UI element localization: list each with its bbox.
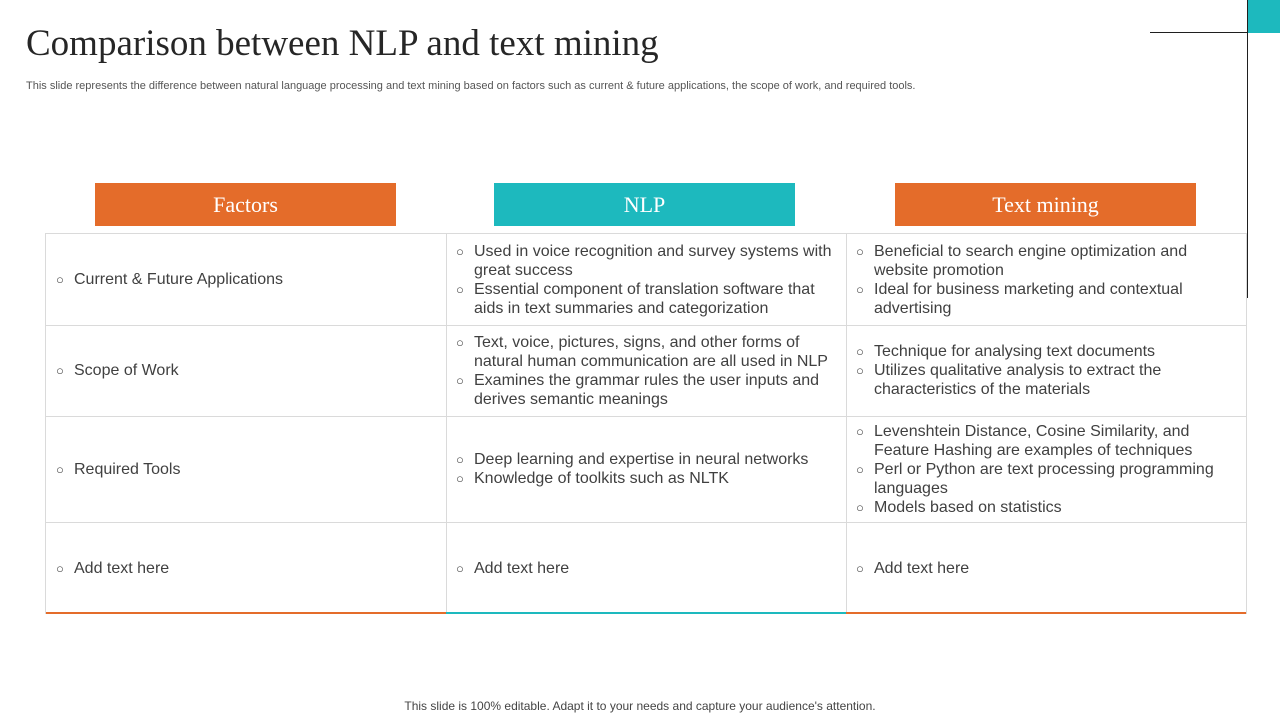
bullet-list: [56, 361, 179, 380]
list-item-text: Knowledge of toolkits such as NLTK: [474, 470, 729, 487]
bullet-list: [56, 559, 169, 578]
table-cell-nlp: [446, 234, 846, 325]
list-item: [856, 498, 1236, 517]
footer-note: This slide is 100% editable. Adapt it to your needs and capture your audience's attention.: [404, 699, 876, 713]
bullet-circle-icon: ○: [56, 272, 64, 287]
bullet-circle-icon: ○: [456, 471, 464, 486]
bullet-circle-icon: ○: [856, 423, 864, 439]
bullet-circle-icon: ○: [856, 243, 864, 259]
page-title: Comparison between NLP and text mining: [26, 23, 659, 64]
decorative-teal-block: [1248, 0, 1280, 33]
list-item: [456, 469, 808, 488]
table-cell-text-mining: [846, 325, 1246, 416]
list-item: [856, 342, 1236, 361]
list-item-text: Text, voice, pictures, signs, and other forms of natural human communication are all used in NLP: [474, 333, 828, 370]
bullet-circle-icon: ○: [856, 560, 864, 576]
bullet-circle-icon: ○: [456, 560, 464, 576]
bullet-circle-icon: ○: [456, 334, 464, 350]
list-item: [856, 361, 1236, 399]
list-item-text: Levenshtein Distance, Cosine Similarity, and Feature Hashing are examples of techniques: [874, 422, 1193, 459]
bullet-circle-icon: ○: [56, 461, 64, 477]
header-factors: Factors: [95, 183, 396, 226]
bullet-list: [56, 270, 283, 289]
header-nlp: NLP: [494, 183, 795, 226]
list-item: [56, 361, 179, 380]
list-item: [856, 559, 969, 578]
list-item: [456, 450, 808, 469]
page-subtitle: This slide represents the difference between natural language processing and text mining based on factors such as current & future applications, the scope of work, and required tools.: [26, 80, 916, 92]
list-item-text: Current & Future Applications: [74, 271, 283, 288]
list-item: [456, 371, 836, 409]
list-item: [856, 242, 1236, 280]
list-item: [56, 460, 180, 479]
comparison-table: [45, 233, 1247, 614]
list-item-text: Scope of Work: [74, 362, 179, 379]
bullet-circle-icon: ○: [856, 499, 864, 515]
header-text-mining: Text mining: [895, 183, 1196, 226]
table-cell-nlp: [446, 416, 846, 522]
list-item-text: Ideal for business marketing and contextual advertising: [874, 280, 1183, 317]
table-cell-nlp: [446, 522, 846, 614]
list-item-text: Examines the grammar rules the user inputs and derives semantic meanings: [474, 371, 820, 408]
bullet-circle-icon: ○: [456, 281, 464, 297]
list-item-text: Add text here: [474, 559, 570, 577]
list-item: [856, 460, 1236, 498]
table-cell-text-mining: [846, 234, 1246, 325]
table-cell-nlp: [446, 325, 846, 416]
bullet-circle-icon: ○: [856, 461, 864, 477]
list-item: [456, 333, 836, 371]
bullet-list: [56, 460, 180, 479]
table-cell-factors: [46, 325, 446, 416]
bullet-list: [456, 450, 808, 488]
list-item-text: Beneficial to search engine optimization and website promotion: [874, 242, 1188, 279]
list-item: [456, 242, 836, 280]
list-item-text: Technique for analysing text documents: [874, 343, 1156, 360]
bullet-list: [856, 422, 1236, 517]
bullet-list: [456, 242, 836, 318]
list-item-text: Essential component of translation software that aids in text summaries and categorization: [474, 280, 815, 317]
list-item-text: Deep learning and expertise in neural networks: [474, 451, 809, 468]
bullet-list: [456, 559, 569, 578]
bullet-list: [856, 342, 1236, 399]
list-item: [856, 422, 1236, 460]
bullet-circle-icon: ○: [456, 372, 464, 388]
list-item-text: Perl or Python are text processing programming languages: [874, 460, 1214, 497]
bullet-circle-icon: ○: [456, 243, 464, 259]
list-item-text: Add text here: [874, 559, 970, 577]
table-cell-factors: [46, 234, 446, 325]
list-item-text: Required Tools: [74, 460, 181, 478]
bullet-list: [856, 242, 1236, 318]
table-cell-factors: [46, 522, 446, 614]
list-item-text: Utilizes qualitative analysis to extract the characteristics of the materials: [874, 362, 1162, 398]
table-cell-factors: [46, 416, 446, 522]
list-item: [856, 280, 1236, 318]
list-item: [56, 559, 169, 578]
list-item-text: Models based on statistics: [874, 498, 1062, 516]
list-item: [456, 280, 836, 318]
table-cell-text-mining: [846, 522, 1246, 614]
bullet-circle-icon: ○: [856, 344, 864, 359]
list-item-text: Add text here: [74, 559, 170, 577]
list-item-text: Used in voice recognition and survey systems with great success: [474, 242, 832, 279]
decorative-line-vertical: [1247, 0, 1248, 298]
bullet-circle-icon: ○: [56, 363, 64, 378]
bullet-circle-icon: ○: [456, 452, 464, 467]
bullet-circle-icon: ○: [856, 281, 864, 297]
table-cell-text-mining: [846, 416, 1246, 522]
bullet-circle-icon: ○: [856, 363, 864, 378]
list-item: [456, 559, 569, 578]
bullet-list: [856, 559, 969, 578]
list-item: [56, 270, 283, 289]
bullet-circle-icon: ○: [56, 560, 64, 576]
bullet-list: [456, 333, 836, 409]
